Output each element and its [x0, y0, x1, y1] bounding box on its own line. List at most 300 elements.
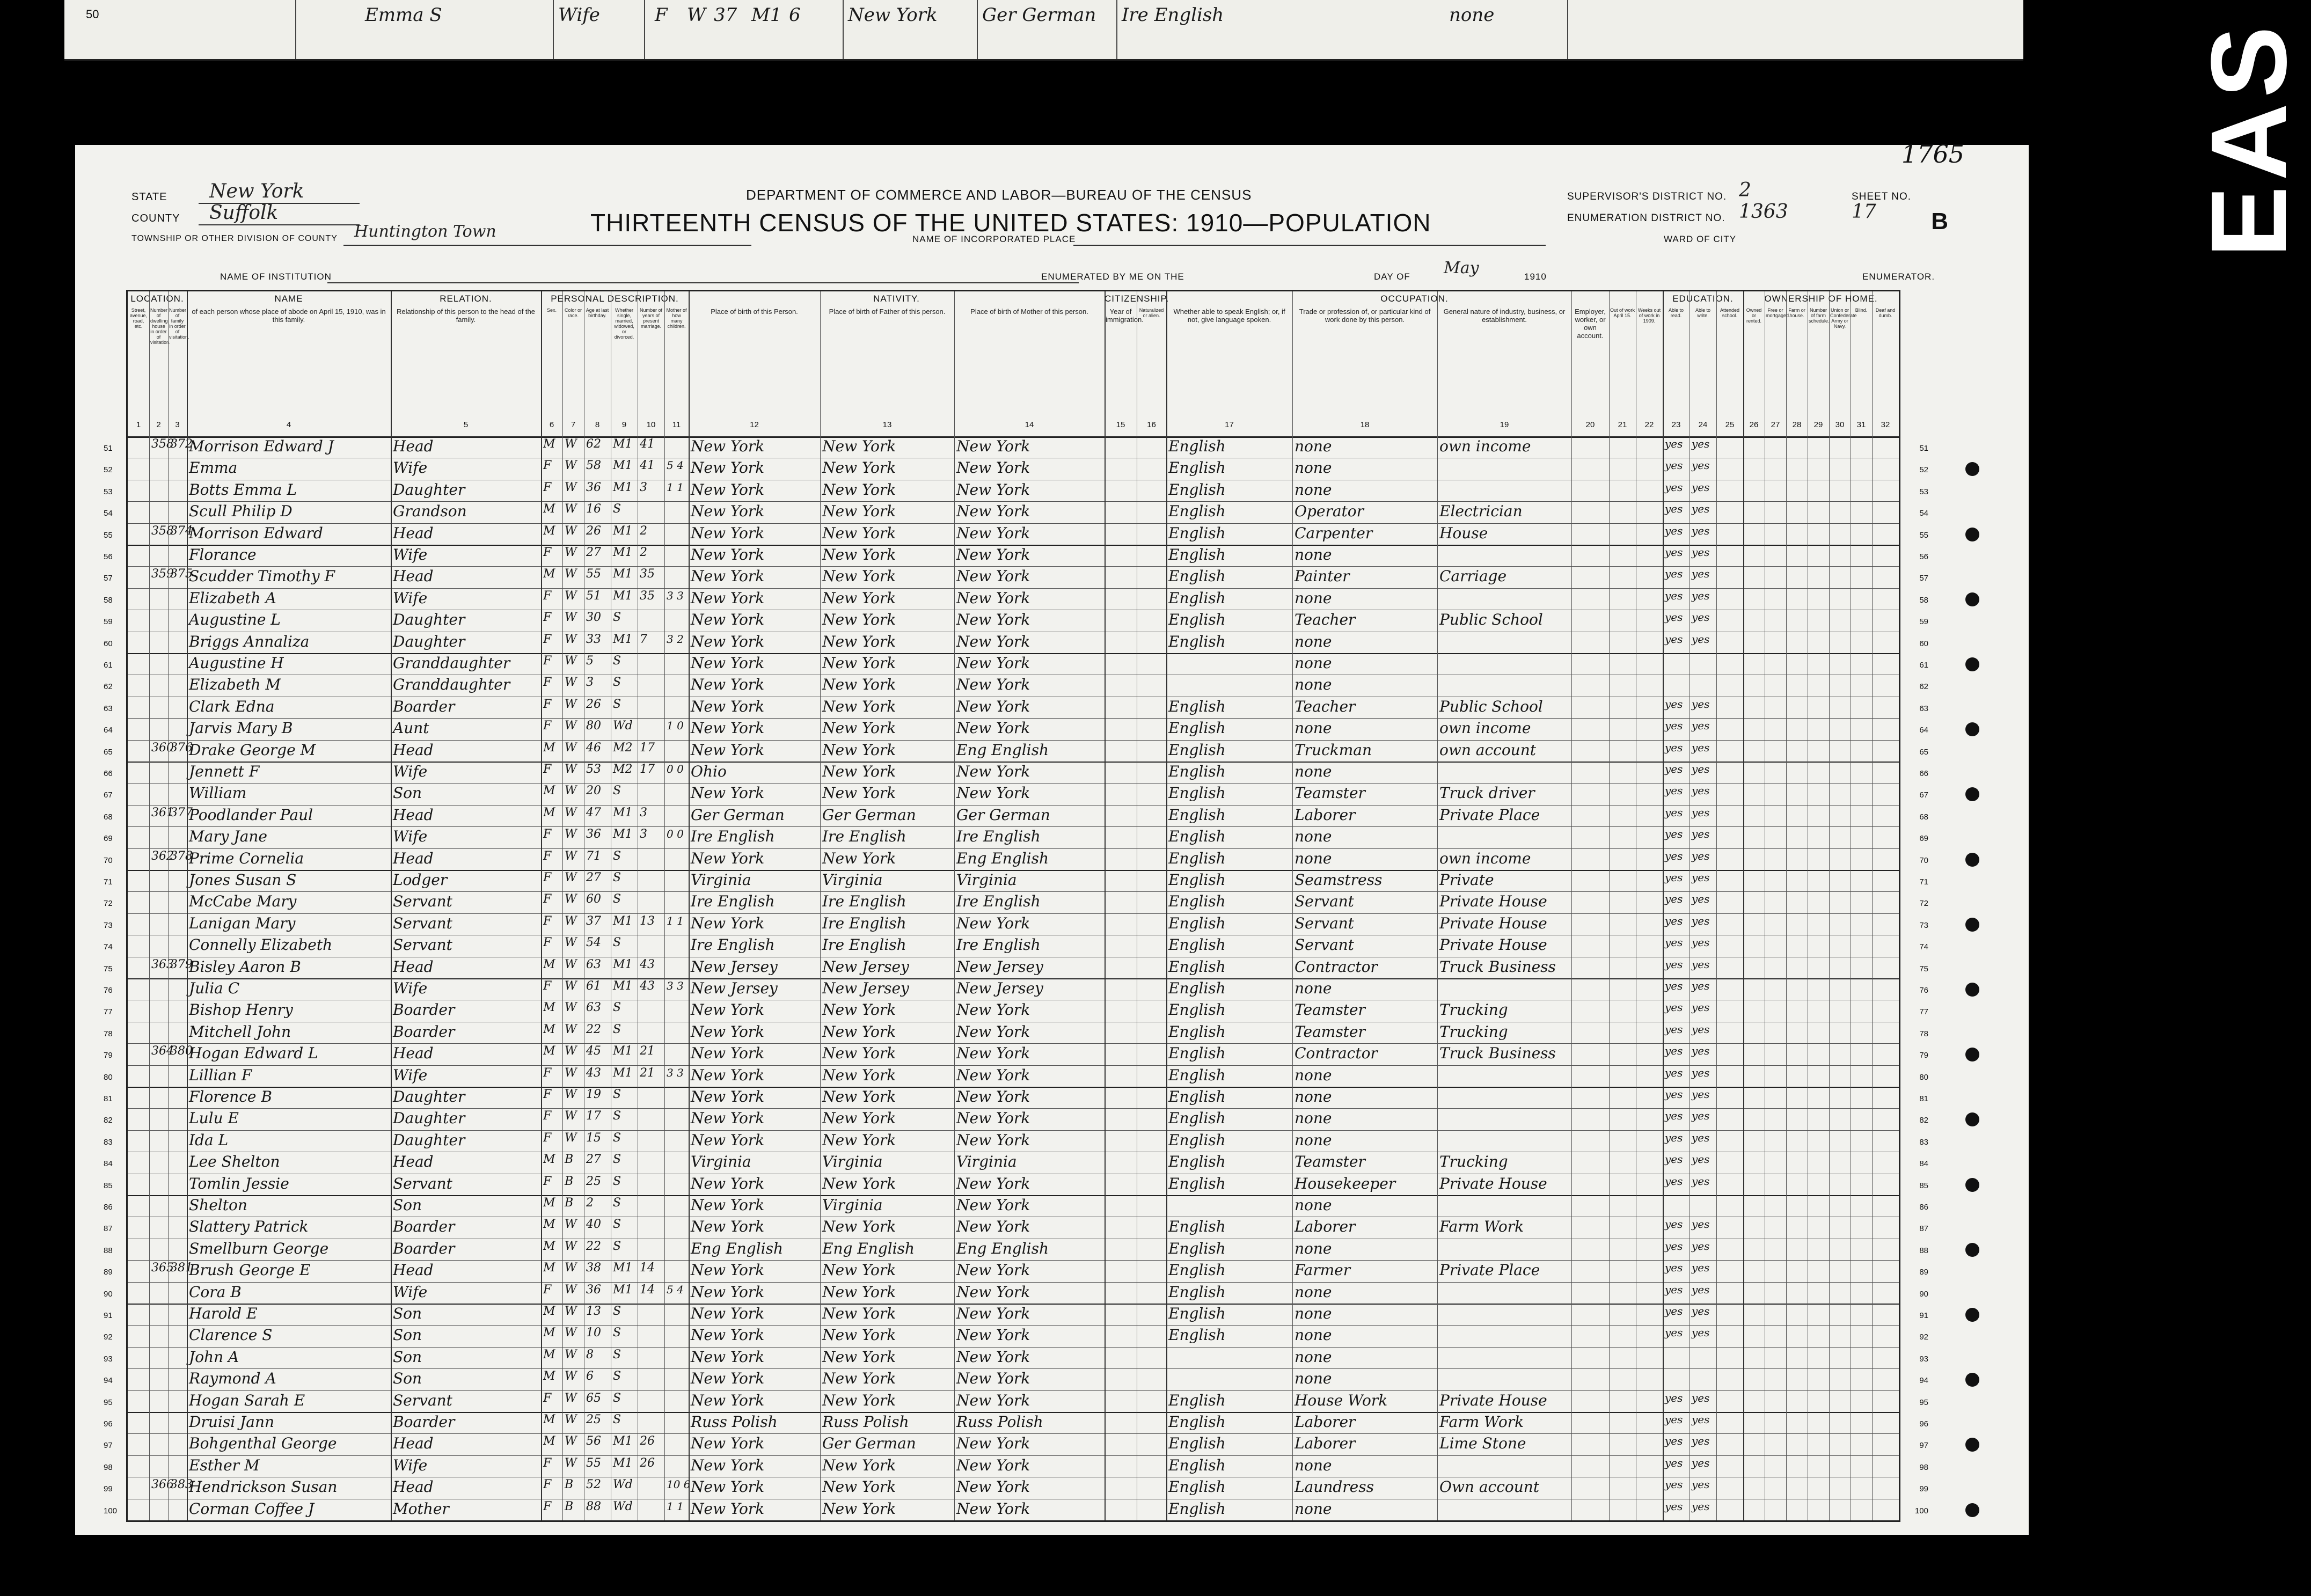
cell-ch: [667, 1153, 688, 1174]
cell-fam: [170, 719, 186, 741]
cell-mar: S: [613, 784, 621, 798]
cell-sex: F: [543, 632, 552, 646]
cell-rel: Wife: [393, 589, 428, 607]
cell-write: yes: [1692, 957, 1710, 971]
column-header: Place of birth of Father of this person.: [829, 308, 946, 316]
cell-ch: 10 6: [667, 1478, 691, 1491]
cell-read: yes: [1665, 957, 1683, 971]
cell-sex: M: [543, 437, 555, 451]
cell-bp: New York: [691, 1499, 765, 1518]
cell-fam: [170, 1456, 186, 1478]
cell-mbp: New York: [956, 1434, 1030, 1453]
cell-write: yes: [1692, 480, 1710, 494]
cell-mbp: Virginia: [956, 1153, 1017, 1171]
cell-age: 37: [586, 914, 601, 928]
archive-stamp-text: EAS: [2189, 20, 2309, 258]
cell-rel: Granddaughter: [393, 654, 510, 672]
cell-age: 62: [586, 437, 601, 451]
cell-yrs: [640, 1370, 663, 1391]
row-number-right: 63: [1919, 704, 1928, 713]
cell-bp: Ire English: [691, 892, 775, 911]
cell-mar: M1: [613, 589, 633, 603]
cell-dw: [151, 459, 167, 480]
cell-ch: [667, 1088, 688, 1109]
table-row: [104, 480, 1928, 502]
cell-mbp: New Jersey: [956, 957, 1043, 976]
cell-bp: New York: [691, 1370, 765, 1388]
punch-hole: [1965, 1373, 1979, 1387]
cell-fam: [170, 914, 186, 936]
cell-occ: none: [1295, 1305, 1332, 1322]
cell-mbp: New York: [956, 1348, 1030, 1366]
column-divider: [954, 291, 955, 1520]
cell-eng: English: [1168, 1001, 1226, 1019]
cell-yrs: [640, 1088, 663, 1109]
cell-read: [1665, 676, 1688, 697]
cell-read: yes: [1665, 1153, 1683, 1166]
sheet-label: SHEET NO.: [1852, 191, 1912, 202]
row-number-right: 90: [1919, 1289, 1928, 1299]
cell-rel: Aunt: [393, 719, 429, 737]
cell-ch: [667, 502, 688, 524]
row-number-right: 58: [1919, 595, 1928, 605]
cell-bp: New York: [691, 1001, 765, 1019]
cell-yrs: [640, 654, 663, 676]
cell-sex: F: [543, 1499, 552, 1513]
table-row: [104, 1368, 1928, 1390]
cell-yrs: 41: [640, 459, 655, 473]
row-number: 57: [104, 574, 113, 583]
cell-name: Ida L: [189, 1131, 229, 1149]
cell-occ: none: [1295, 1239, 1332, 1257]
cell-mar: S: [613, 676, 621, 690]
cell-dw: [151, 1500, 167, 1521]
column-divider: [149, 291, 150, 1520]
cell-mar: S: [613, 1131, 621, 1145]
cell-name: Hendrickson Susan: [189, 1478, 338, 1496]
cell-mar: M1: [613, 806, 633, 819]
cell-rel: Servant: [393, 936, 452, 954]
cell-yrs: [640, 1326, 663, 1348]
row-number-right: 82: [1919, 1116, 1928, 1125]
cell-dw: 363: [151, 957, 174, 971]
column-divider: [664, 291, 665, 1520]
cell-mar: Wd: [613, 1499, 633, 1513]
cell-dw: [151, 502, 167, 524]
cell-fam: [170, 1348, 186, 1370]
column-divider: [168, 291, 169, 1520]
cell-mbp: Ire English: [956, 936, 1041, 954]
cell-read: yes: [1665, 1283, 1683, 1296]
cell-name: Scudder Timothy F: [189, 567, 335, 585]
cell-ind: Own account: [1439, 1478, 1540, 1496]
cell-write: yes: [1692, 719, 1710, 733]
cell-occ: Laborer: [1295, 1434, 1356, 1453]
cell-mbp: New York: [956, 914, 1030, 932]
cell-bp: New York: [691, 1218, 765, 1236]
cell-race: W: [565, 611, 577, 625]
divider: [1116, 0, 1117, 59]
punch-hole: [1965, 1178, 1979, 1192]
cell-sex: F: [543, 589, 552, 603]
cell-yrs: [640, 676, 663, 697]
row-number-right: 74: [1919, 942, 1928, 952]
cell-yrs: [640, 502, 663, 524]
cell-dw: [151, 1001, 167, 1022]
township-label: TOWNSHIP OR OTHER DIVISION OF COUNTY: [131, 234, 338, 243]
cell-write: yes: [1692, 502, 1710, 516]
row-number: 85: [104, 1181, 113, 1190]
cell-mbp: New York: [956, 654, 1030, 672]
cell-race: W: [565, 828, 577, 841]
cell-write: yes: [1692, 567, 1710, 581]
cell-dw: [151, 589, 167, 611]
cell-bp: New York: [691, 676, 765, 694]
column-header: Sex.: [546, 308, 557, 313]
cell-name: Florence B: [189, 1088, 272, 1106]
cell-age: 61: [586, 979, 601, 993]
cell-fbp: Ger German: [822, 1434, 916, 1453]
cell-fam: [170, 611, 186, 632]
cell-fam: [170, 1326, 186, 1348]
cell-rel: Head: [393, 1044, 434, 1063]
cell-dw: [151, 1413, 167, 1434]
cell-rel: Son: [393, 784, 422, 802]
cell-age: 43: [586, 1066, 601, 1080]
cell-age: 55: [586, 1456, 601, 1470]
cell-sex: M: [543, 806, 555, 819]
table-row: [104, 1282, 1928, 1305]
cell-mar: M1: [613, 1434, 633, 1448]
cell-bp: New York: [691, 914, 765, 932]
cell-name: Brush George E: [189, 1261, 311, 1279]
table-row: [104, 762, 1928, 784]
divider: [843, 0, 844, 59]
cell-mar: M1: [613, 979, 633, 993]
row-number: 72: [104, 899, 113, 909]
cell-bp: New York: [691, 1478, 765, 1496]
cell-occ: none: [1295, 1131, 1332, 1149]
cell-fbp: New York: [822, 1456, 896, 1474]
cell-yrs: [640, 1218, 663, 1239]
punch-hole: [1965, 918, 1979, 932]
cell-eng: English: [1168, 437, 1226, 455]
cell-eng: English: [1168, 1478, 1226, 1496]
cell-name: McCabe Mary: [189, 892, 297, 911]
cell-fbp: Ger German: [822, 806, 916, 824]
row-number-right: 57: [1919, 574, 1928, 583]
cell-yrs: 13: [640, 914, 655, 928]
cell-name: Morrison Edward: [189, 524, 323, 542]
cell-fam: 374: [170, 524, 193, 538]
cell-name: Elizabeth A: [189, 589, 276, 607]
table-row: [104, 610, 1928, 632]
cell-name: Drake George M: [189, 741, 316, 759]
cell-yrs: 3: [640, 828, 647, 841]
cell-fam: [170, 936, 186, 957]
cell-sex: M: [543, 1153, 555, 1167]
cell-occ: none: [1295, 979, 1332, 997]
cell-occ: none: [1295, 719, 1332, 737]
cell-occ: Contractor: [1295, 957, 1378, 976]
cell-ind: [1439, 1131, 1570, 1153]
cell-age: 33: [586, 632, 601, 646]
column-header: Weeks out of work in 1909.: [1637, 308, 1661, 324]
cell-fam: [170, 654, 186, 676]
department-line: DEPARTMENT OF COMMERCE AND LABOR—BUREAU OF THE CENSUS: [746, 187, 1252, 203]
table-row: [104, 1239, 1928, 1261]
divider: [295, 0, 296, 59]
divider: [553, 0, 554, 59]
cell-yrs: [640, 1023, 663, 1044]
cell-age: 36: [586, 828, 601, 841]
cell-sex: M: [543, 1239, 555, 1253]
column-divider: [1571, 291, 1572, 1520]
cell-read: yes: [1665, 1174, 1683, 1188]
cell-mar: Wd: [613, 719, 633, 733]
cell-bp: Russ Polish: [691, 1413, 778, 1431]
cell-write: yes: [1692, 849, 1710, 862]
cell-age: 8: [586, 1348, 594, 1361]
cell-mar: S: [613, 611, 621, 625]
cell-rel: Boarder: [393, 1218, 455, 1236]
cell-read: yes: [1665, 567, 1683, 581]
cell-read: yes: [1665, 763, 1683, 775]
column-group-title: RELATION.: [440, 294, 492, 304]
cell-dw: [151, 1434, 167, 1456]
cell-fbp: New York: [822, 546, 896, 563]
cell-yrs: [640, 1413, 663, 1434]
column-number: 30: [1835, 420, 1845, 429]
cell-sex: M: [543, 1001, 555, 1015]
cell-occ: none: [1295, 1066, 1332, 1084]
cell-fbp: New York: [822, 784, 896, 802]
table-row: [104, 458, 1928, 480]
cell-bp: New York: [691, 1305, 765, 1322]
cell-mbp: New York: [956, 437, 1030, 455]
cell-yrs: 2: [640, 546, 647, 559]
row-number: 81: [104, 1094, 113, 1103]
cell-age: 15: [586, 1131, 601, 1145]
cell-race: W: [565, 1066, 577, 1080]
cell-bp: New Jersey: [691, 979, 778, 997]
cell-age: 27: [586, 546, 601, 559]
cell-bp: Virginia: [691, 1153, 751, 1171]
cell-ind: Private House: [1439, 892, 1547, 911]
cell-yrs: [640, 719, 663, 741]
cell-mbp: New York: [956, 546, 1030, 563]
cell-race: W: [565, 1022, 577, 1036]
divider: [1567, 0, 1568, 59]
cell-race: W: [565, 480, 577, 494]
cell-dw: 359: [151, 567, 174, 581]
previous-marital: M1: [751, 4, 782, 26]
cell-ind: own income: [1439, 719, 1531, 737]
punch-hole: [1965, 787, 1979, 801]
cell-eng: English: [1168, 1499, 1226, 1518]
cell-mbp: New York: [956, 1088, 1030, 1106]
cell-mbp: New York: [956, 1022, 1030, 1041]
cell-occ: Laborer: [1295, 1413, 1356, 1431]
cell-ind: Private House: [1439, 1391, 1547, 1409]
cell-bp: Ohio: [691, 763, 727, 780]
enumerator-label: ENUMERATOR.: [1862, 272, 1935, 282]
cell-mbp: New York: [956, 1305, 1030, 1322]
institution-underline: [327, 282, 1079, 283]
cell-age: 38: [586, 1261, 601, 1275]
cell-eng: English: [1168, 741, 1226, 759]
cell-bp: New York: [691, 502, 765, 521]
cell-bp: New York: [691, 1326, 765, 1344]
cell-rel: Daughter: [393, 1109, 465, 1128]
cell-occ: none: [1295, 480, 1332, 499]
table-row: [104, 1195, 1928, 1217]
cell-read: yes: [1665, 806, 1683, 819]
cell-ind: Carriage: [1439, 567, 1507, 585]
punch-hole: [1965, 983, 1979, 997]
column-group-title: NAME: [274, 294, 303, 304]
cell-fbp: New York: [822, 611, 896, 629]
cell-write: yes: [1692, 892, 1710, 906]
cell-ch: [667, 892, 688, 914]
cell-bp: New York: [691, 719, 765, 737]
cell-rel: Servant: [393, 892, 452, 911]
cell-mar: S: [613, 1305, 621, 1318]
cell-sex: M: [543, 502, 555, 516]
cell-age: 27: [586, 871, 601, 884]
cell-yrs: [640, 1348, 663, 1370]
cell-fbp: New York: [822, 567, 896, 585]
cell-ind: Public School: [1439, 611, 1543, 629]
cell-age: 55: [586, 567, 601, 581]
cell-mar: M1: [613, 828, 633, 841]
cell-name: Cora B: [189, 1283, 242, 1301]
cell-rel: Wife: [393, 1456, 428, 1474]
cell-rel: Son: [393, 1305, 422, 1322]
cell-mar: S: [613, 502, 621, 516]
row-number: 83: [104, 1137, 113, 1147]
cell-ind: own account: [1439, 741, 1536, 759]
cell-eng: English: [1168, 1066, 1226, 1084]
cell-mbp: New York: [956, 1066, 1030, 1084]
cell-ind: Farm Work: [1439, 1413, 1524, 1431]
cell-read: [1665, 1196, 1688, 1218]
cell-name: Mitchell John: [189, 1022, 291, 1041]
previous-years: 6: [789, 4, 801, 26]
cell-mbp: New York: [956, 1174, 1030, 1192]
punch-hole: [1965, 1503, 1979, 1517]
cell-name: Corman Coffee J: [189, 1499, 315, 1518]
cell-mbp: New York: [956, 1456, 1030, 1474]
cell-name: Esther M: [189, 1456, 260, 1474]
cell-fam: 372: [170, 437, 193, 451]
cell-write: yes: [1692, 806, 1710, 819]
cell-yrs: 26: [640, 1434, 655, 1448]
cell-sex: M: [543, 1370, 555, 1383]
row-number: 75: [104, 964, 113, 973]
cell-eng: English: [1168, 1305, 1226, 1322]
cell-race: W: [565, 979, 577, 993]
column-number: 5: [463, 420, 469, 429]
cell-mbp: New York: [956, 1196, 1030, 1214]
cell-eng: English: [1168, 459, 1226, 477]
column-number: 4: [286, 420, 291, 429]
table-row: [104, 805, 1928, 827]
cell-name: Smellburn George: [189, 1239, 329, 1257]
cell-race: W: [565, 871, 577, 884]
row-number-right: 67: [1919, 790, 1928, 800]
cell-age: 3: [586, 676, 594, 690]
cell-age: 17: [586, 1109, 601, 1123]
cell-fam: [170, 481, 186, 502]
cell-ind: own income: [1439, 849, 1531, 867]
cell-write: yes: [1692, 1434, 1710, 1448]
cell-occ: Teacher: [1295, 697, 1356, 715]
cell-ch: [667, 1370, 688, 1391]
cell-eng: English: [1168, 524, 1226, 542]
table-row: [104, 913, 1928, 935]
cell-occ: Contractor: [1295, 1044, 1378, 1063]
cell-fbp: New York: [822, 654, 896, 672]
column-divider: [1716, 291, 1717, 1520]
cell-rel: Head: [393, 1153, 434, 1171]
cell-mbp: New York: [956, 459, 1030, 477]
sheet-letter: B: [1931, 208, 1948, 235]
cell-fbp: New York: [822, 763, 896, 780]
place-label: NAME OF INCORPORATED PLACE: [912, 234, 1076, 244]
cell-ind: Truck driver: [1439, 784, 1535, 802]
cell-name: Jennett F: [189, 763, 260, 780]
row-number-right: 56: [1919, 552, 1928, 561]
cell-mbp: Eng English: [956, 741, 1049, 759]
cell-eng: English: [1168, 1391, 1226, 1409]
table-row: [104, 1433, 1928, 1455]
column-group-title: OCCUPATION.: [1380, 294, 1449, 304]
column-number: 19: [1500, 420, 1509, 429]
cell-name: Florance: [189, 546, 257, 563]
cell-fbp: New York: [822, 697, 896, 715]
column-number: 20: [1585, 420, 1595, 429]
cell-name: Lee Shelton: [189, 1153, 280, 1171]
cell-occ: none: [1295, 1456, 1332, 1474]
cell-occ: none: [1295, 546, 1332, 563]
column-number: 24: [1698, 420, 1708, 429]
column-header: Place of birth of Mother of this person.: [970, 308, 1088, 316]
cell-ind: House: [1439, 524, 1488, 542]
previous-birthplace: New York: [848, 4, 938, 26]
column-number: 32: [1881, 420, 1890, 429]
cell-sex: F: [543, 459, 552, 473]
column-header: Whether able to speak English; or, if not, give language spoken.: [1173, 308, 1285, 324]
column-divider: [820, 291, 821, 1520]
cell-fam: 380: [170, 1044, 193, 1058]
cell-name: Slattery Patrick: [189, 1218, 309, 1236]
cell-rel: Son: [393, 1196, 422, 1214]
column-divider: [541, 291, 542, 1520]
page-title: THIRTEENTH CENSUS OF THE UNITED STATES: 1910—POPULATION: [590, 209, 1431, 237]
row-number: 65: [104, 747, 113, 757]
row-number-right: 64: [1919, 726, 1928, 735]
cell-yrs: [640, 1500, 663, 1521]
cell-occ: none: [1295, 1109, 1332, 1128]
cell-occ: Teamster: [1295, 784, 1365, 802]
row-number-right: 79: [1919, 1051, 1928, 1060]
cell-rel: Servant: [393, 914, 452, 932]
cell-mbp: New York: [956, 589, 1030, 607]
punch-hole: [1965, 528, 1979, 541]
cell-age: 47: [586, 806, 601, 819]
cell-name: Mary Jane: [189, 828, 267, 846]
